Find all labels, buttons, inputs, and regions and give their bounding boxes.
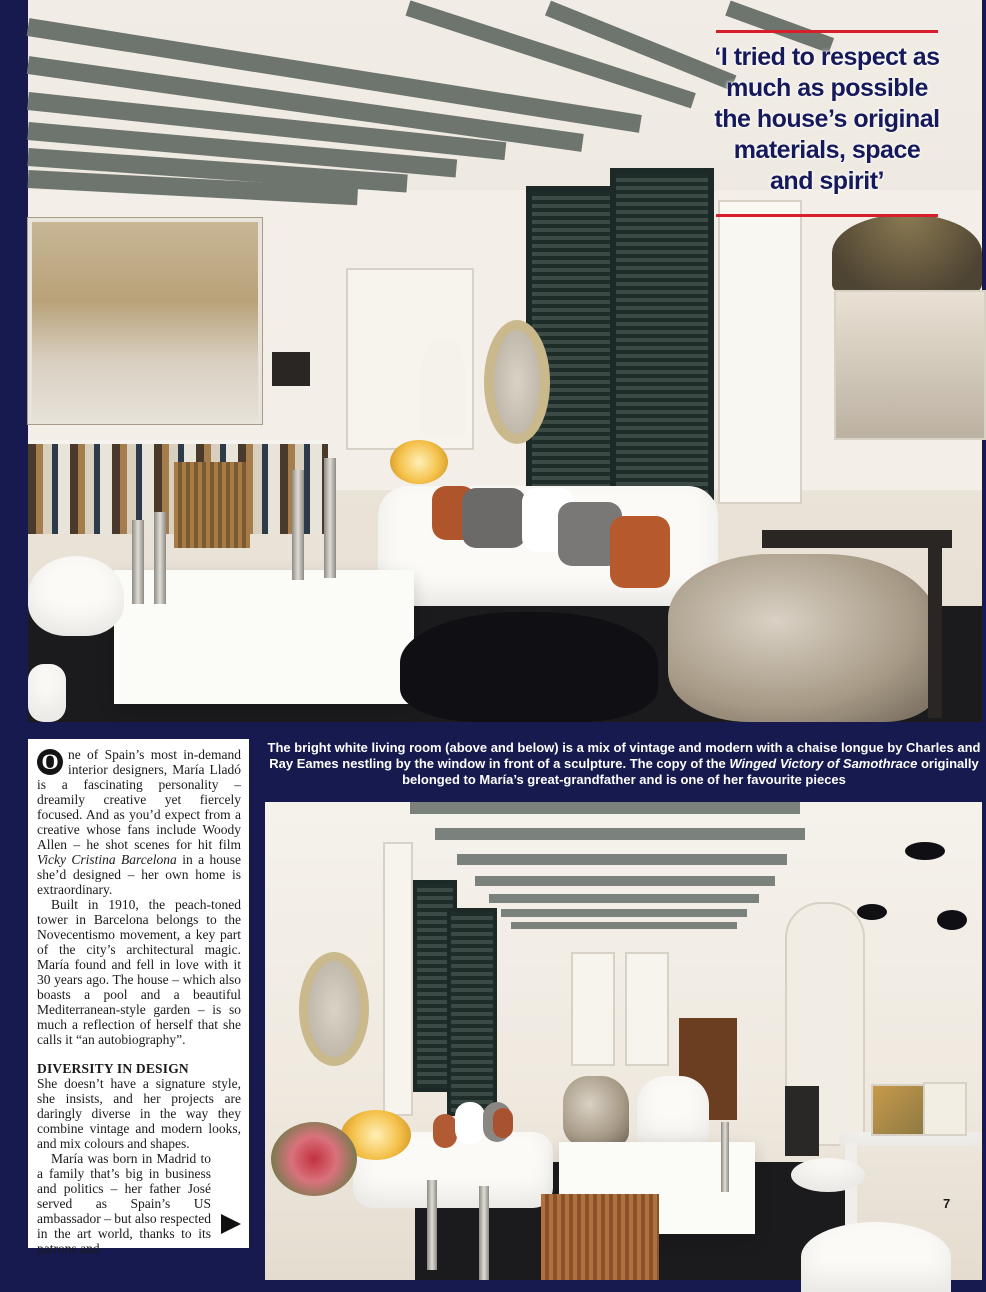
- pull-quote-top-rule: [716, 30, 938, 33]
- cushion-rust: [493, 1108, 513, 1138]
- silver-candlestick: [721, 1122, 729, 1192]
- framed-photograph: [834, 290, 986, 440]
- ceiling-beam: [501, 909, 747, 917]
- fur-throw: [668, 554, 938, 722]
- article-paragraph: [37, 747, 241, 897]
- white-chair: [28, 664, 66, 722]
- glowing-lamp: [390, 440, 448, 484]
- article-paragraph: Built in 1910, the peach-toned tower in Barcelona belongs to the Novecentismo movement, a key part of the city’s architectural magic. María found and fell in love with it 30 years ago. The house – which also boasts a pool and a beautiful Mediterranean-style garden – is so much a reflection of herself that she calls it “an autobiography”.: [37, 897, 241, 1047]
- article-paragraph: María was born in Madrid to a family that’s big in business and politics – her father José served as Spain’s US ambassador – but also respected in the art world, thanks to its patrons and: [37, 1151, 211, 1256]
- dropcap: O: [37, 749, 63, 775]
- canopy-chandelier: [832, 214, 982, 292]
- page-number: 7: [943, 1196, 951, 1211]
- caption-text: The bright white living room (above and below) is a mix of vintage and modern with a chaise longue by Charles and Ray Eames nestling by the window in front of a sculpture. The copy of the: [267, 740, 981, 771]
- caption-italic-title: Winged Victory of Samothrace: [729, 756, 918, 771]
- article-paragraph: She doesn’t have a signature style, she insists, and her projects are daringly diverse in the way they combine vintage and modern looks, and mix colours and shapes.: [37, 1076, 241, 1151]
- silver-candlestick: [154, 512, 166, 604]
- cushion-grey-knit: [462, 488, 526, 548]
- side-table-leg: [928, 548, 942, 718]
- pull-quote: [716, 30, 938, 218]
- far-window: [625, 952, 669, 1066]
- wall-lamp-arm: [905, 842, 945, 860]
- pull-quote-text: ‘I tried to respect as much as possible the house’s original materials, space and spirit’: [714, 43, 940, 195]
- living-room-photo-bottom: [265, 802, 982, 1280]
- silver-candlestick: [292, 470, 304, 580]
- article-column: [28, 739, 249, 1256]
- silver-candlestick: [324, 458, 336, 578]
- continue-arrow-icon: [221, 1214, 241, 1234]
- gilded-oval-mirror: [299, 952, 369, 1066]
- gilded-oval-mirror: [484, 320, 550, 444]
- ceiling-beam: [511, 922, 737, 929]
- photo-caption: [266, 740, 982, 794]
- window-shutter: [447, 908, 497, 1116]
- dark-framed-picture: [785, 1086, 819, 1156]
- framed-art-print: [28, 218, 262, 424]
- ceiling-beam: [475, 876, 775, 886]
- white-chair-foreground: [801, 1222, 951, 1292]
- silver-candlestick: [479, 1186, 489, 1280]
- pull-quote-bottom-rule: [716, 214, 938, 217]
- framed-artwork: [923, 1082, 967, 1136]
- peony-bouquet: [271, 1122, 357, 1196]
- cushion-white: [455, 1102, 485, 1144]
- cantilever-chair: [174, 462, 250, 548]
- ceiling-beam: [410, 802, 800, 814]
- side-window: [718, 200, 802, 504]
- tufted-white-chair: [637, 1076, 709, 1148]
- wicker-trunk: [541, 1194, 659, 1280]
- wall-lamp-shade: [937, 910, 967, 930]
- article-text: ne of Spain’s most in-demand interior designers, María Lladó is a fascinating personality – dreamily creative yet fiercely focused. And as you’d expect from a creative whose fans include Woody Allen – he shot scenes for hit film: [37, 747, 241, 852]
- far-window: [571, 952, 615, 1066]
- framed-artwork: [871, 1084, 925, 1136]
- white-pouf: [28, 556, 124, 636]
- silver-candlestick: [132, 520, 144, 604]
- white-stool: [791, 1158, 865, 1192]
- window-shutter: [610, 168, 714, 500]
- ceiling-beam: [457, 854, 787, 865]
- film-title: Vicky Cristina Barcelona: [37, 852, 177, 867]
- left-window: [383, 842, 413, 1116]
- cushion-rust: [433, 1114, 457, 1148]
- eames-chaise-longue: [400, 612, 658, 722]
- side-table: [762, 530, 952, 548]
- cushion-rust: [610, 516, 670, 588]
- caption-text-end: originally belonged to María’s great-grandfather and is one of her favourite pieces: [402, 756, 979, 787]
- article-text: in a house she’d designed – her own home is extraordinary.: [37, 852, 241, 897]
- fur-armchair: [563, 1076, 629, 1146]
- silver-candlestick: [427, 1180, 437, 1270]
- winged-victory-sculpture: [420, 340, 466, 436]
- ceiling-beam: [435, 828, 805, 840]
- article-subhead: DIVERSITY IN DESIGN: [37, 1061, 189, 1076]
- ceiling-beam: [489, 894, 759, 903]
- lamp-base: [272, 352, 310, 386]
- wall-lamp-shade: [857, 904, 887, 920]
